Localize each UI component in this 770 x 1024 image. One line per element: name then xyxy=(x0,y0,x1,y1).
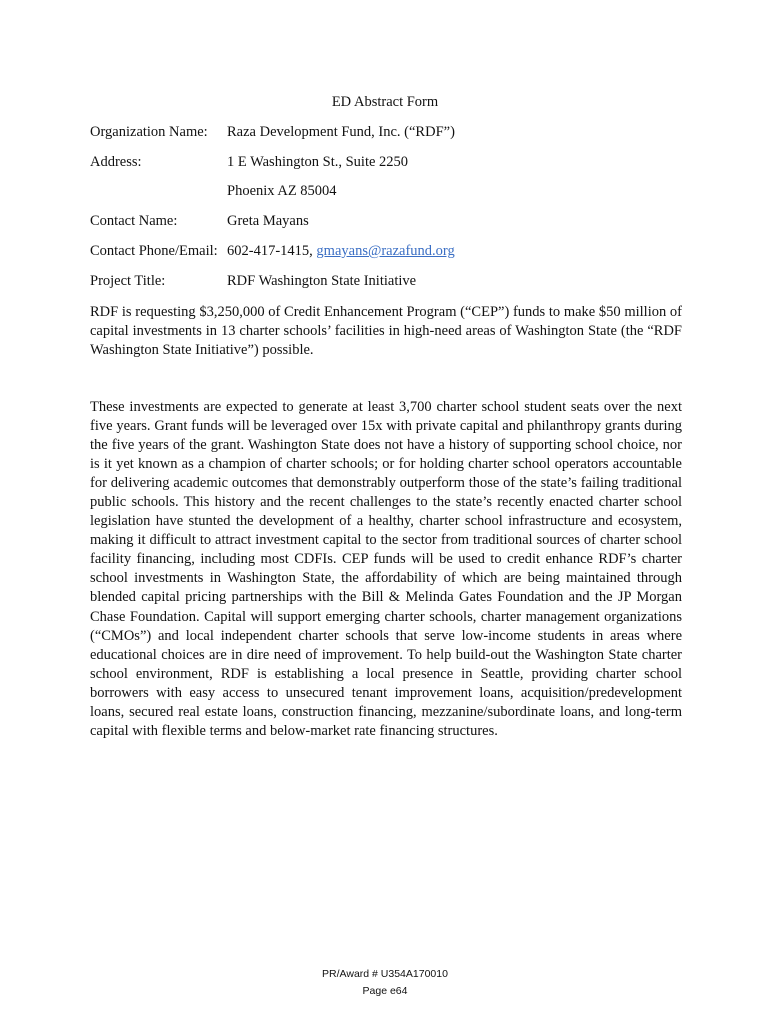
address-line1: 1 E Washington St., Suite 2250 xyxy=(227,154,409,170)
project-title-value: RDF Washington State Initiative xyxy=(227,273,417,289)
abstract-paragraph-1: RDF is requesting $3,250,000 of Credit Enhancement Program (“CEP”) funds to make $50 million of capital investments in 13 charter schools’ facilities in high-need areas of Washington State (the “RDF Washington State Initiative”) possible. xyxy=(90,304,682,359)
contact-email-link[interactable]: gmayans@razafund.org xyxy=(316,243,455,259)
contact-name-label: Contact Name: xyxy=(90,213,178,229)
form-title: ED Abstract Form xyxy=(331,94,439,110)
abstract-paragraph-2: These investments are expected to generate at least 3,700 charter school student seats over the next five years. Grant funds will be leveraged over 15x with private capital and philanthropy grants during the five years of the grant. Washington State does not have a history of supporting school choice, nor is it yet known as a champion of charter schools; or for holding charter school operators accountable for delivering academic outcomes that demonstrably outperform those of the state’s failing traditional public schools. This history and the recent challenges to the state’s recently enacted charter school legislation have stunted the development of a healthy, charter school infrastructure and ecosystem, making it difficult to attract investment capital to the sector from traditional sources of charter school facility financing, including most CDFIs. CEP funds will be used to credit enhance RDF’s charter school investments in Washington State, the affordability of which are being maintained through blended capital pricing partnerships with the Bill & Melinda Gates Foundation and the JP Morgan Chase Foundation. Capital will support emerging charter schools, charter management organizations (“CMOs”) and local independent charter schools that serve low-income students in areas where educational choices are in dire need of improvement. To help build-out the Washington State charter school environment, RDF is establishing a local presence in Seattle, providing charter school borrowers with easy access to unsecured tenant improvement loans, acquisition/predevelopment loans, secured real estate loans, construction financing, mezzanine/subordinate loans, and long-term capital with flexible terms and below-market rate financing structures. xyxy=(90,399,682,739)
contact-phone-email-label: Contact Phone/Email: xyxy=(90,243,218,259)
contact-phone-email-value xyxy=(227,242,455,260)
project-title-label: Project Title: xyxy=(90,273,166,289)
page-number: Page e64 xyxy=(362,985,408,997)
organization-value: Raza Development Fund, Inc. (“RDF”) xyxy=(227,124,455,140)
address-line2: Phoenix AZ 85004 xyxy=(227,183,337,199)
contact-phone: 602-417-1415, xyxy=(227,243,317,259)
address-label: Address: xyxy=(90,154,142,170)
award-number: PR/Award # U354A170010 xyxy=(322,968,448,980)
contact-name-value: Greta Mayans xyxy=(227,213,309,229)
organization-label: Organization Name: xyxy=(90,124,208,140)
